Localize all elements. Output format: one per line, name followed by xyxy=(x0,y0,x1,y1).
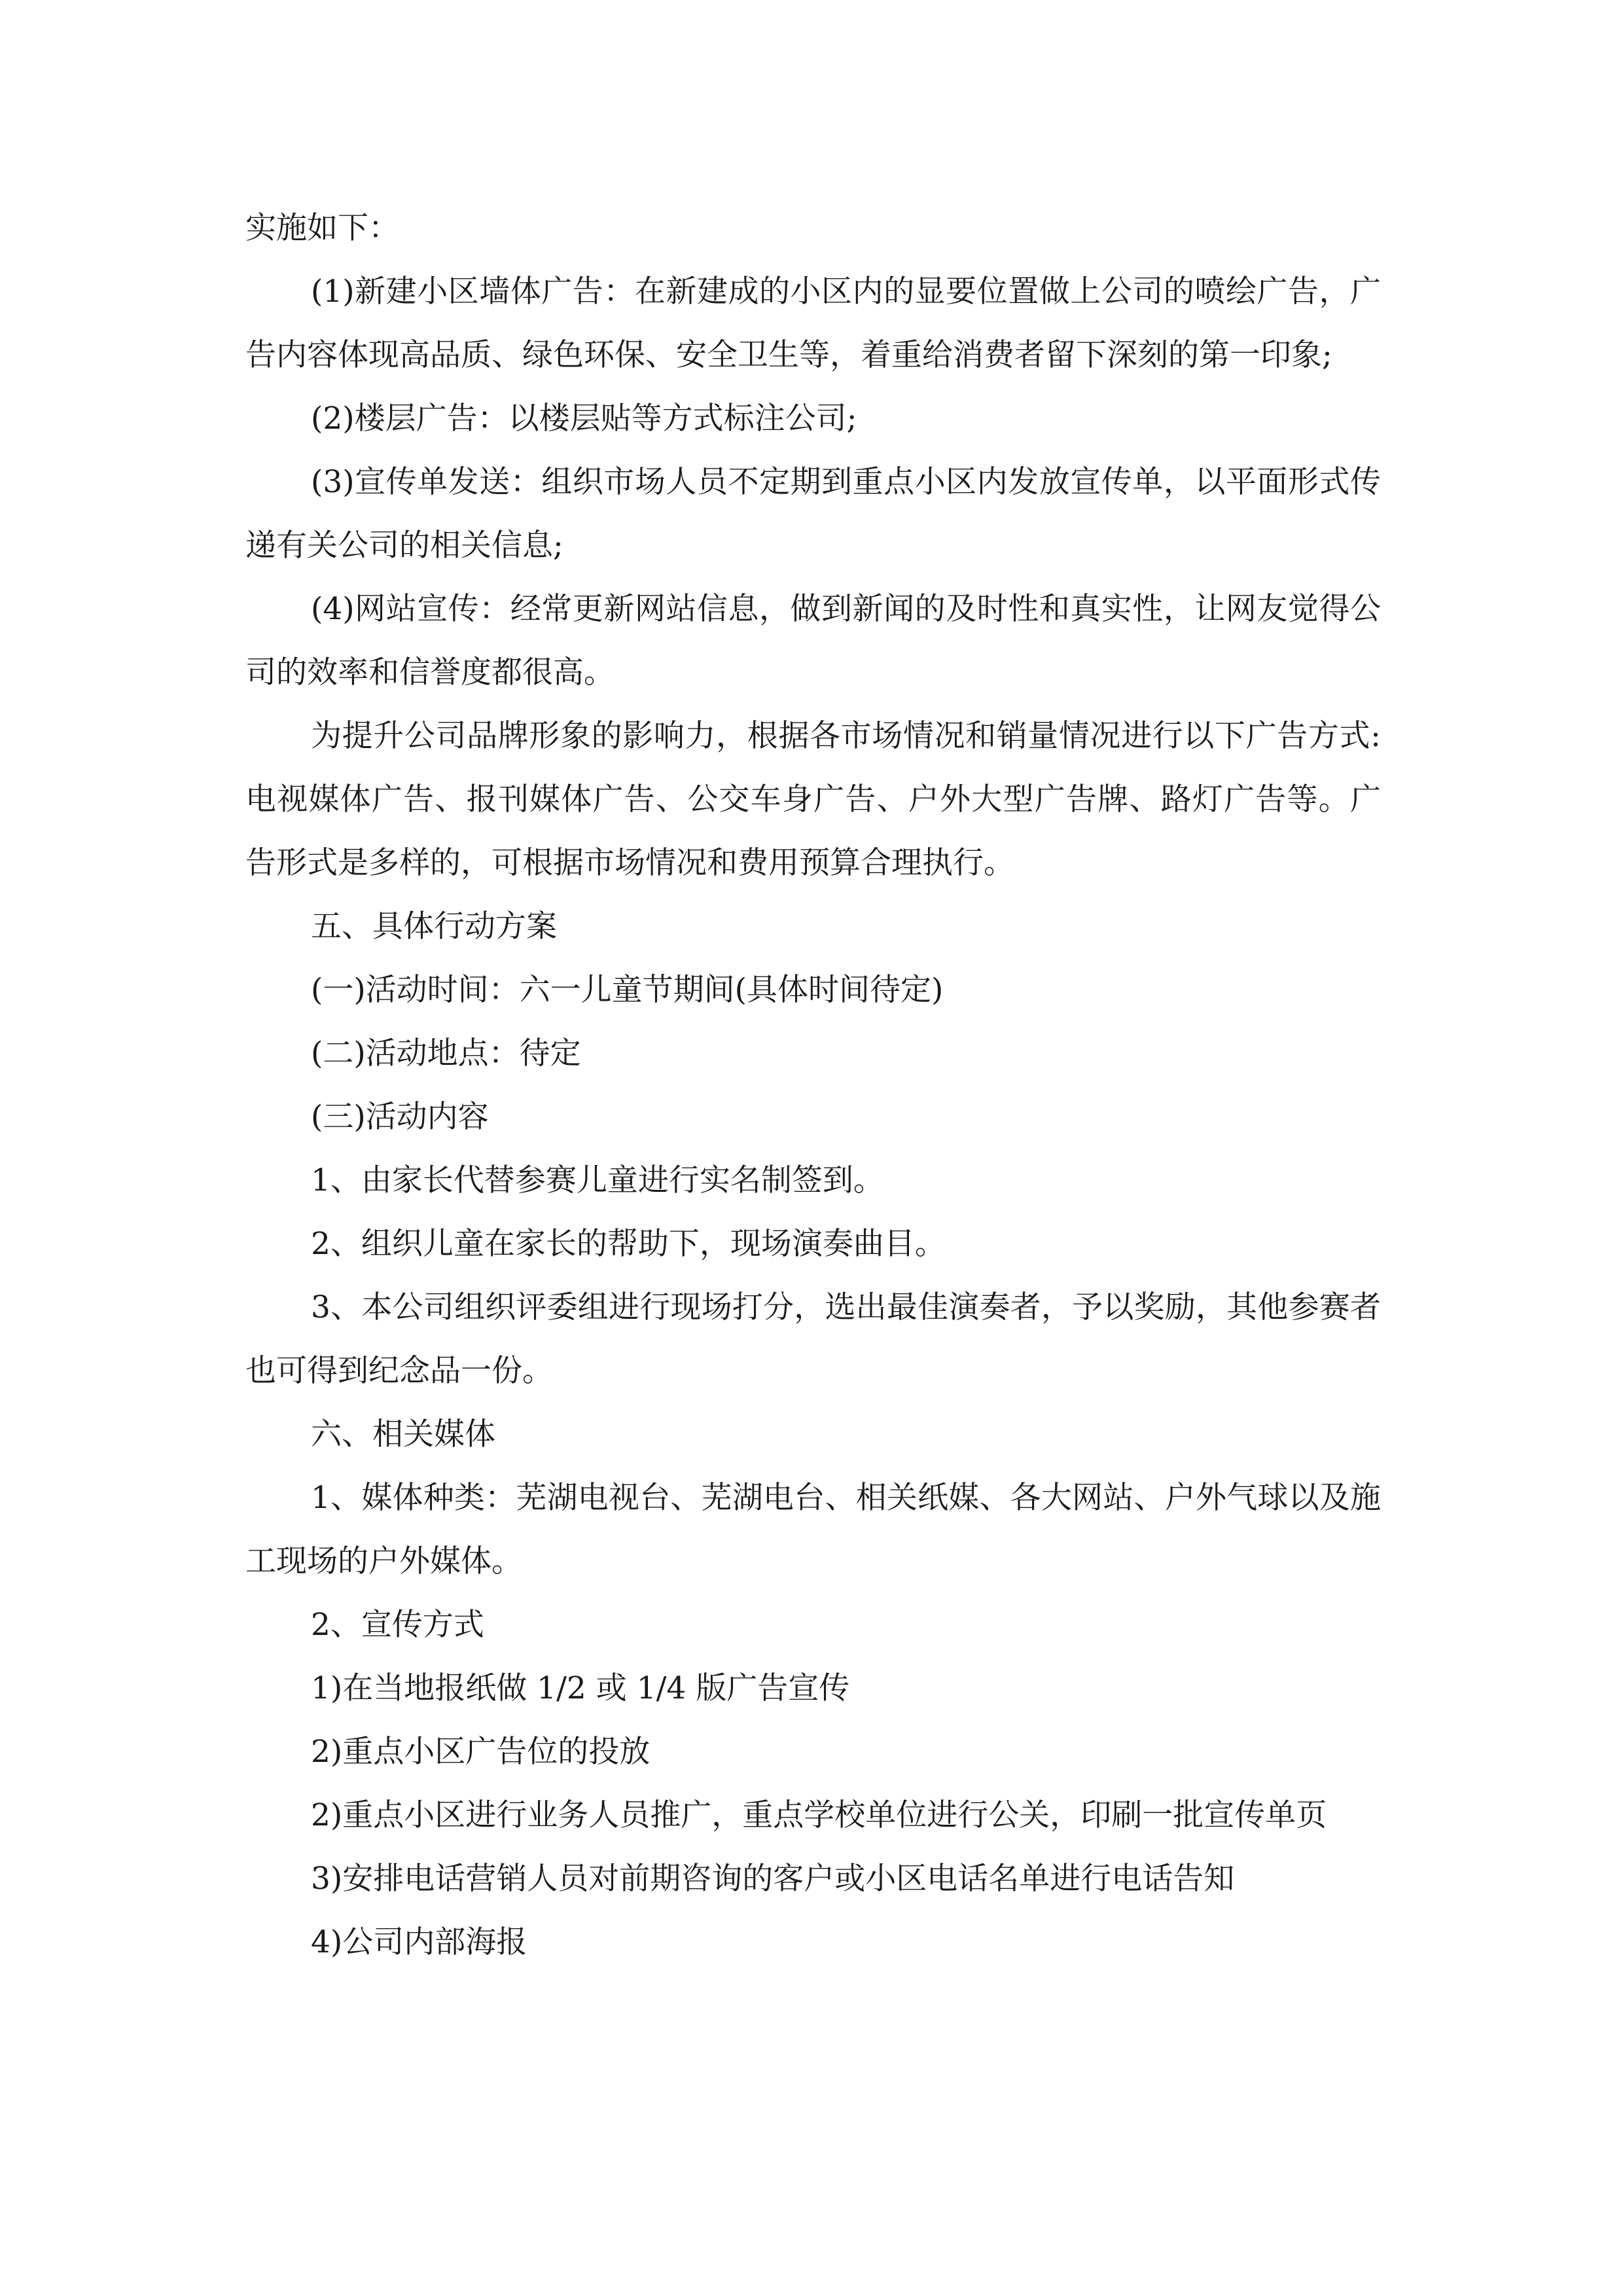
paragraph-floor-ads: (2)楼层广告：以楼层贴等方式标注公司; xyxy=(311,401,857,437)
paragraph-event-location: (二)活动地点：待定 xyxy=(311,1035,581,1071)
list-item-signin: 1、由家长代替参赛儿童进行实名制签到。 xyxy=(311,1162,884,1198)
list-item-performance: 2、组织儿童在家长的帮助下，现场演奏曲目。 xyxy=(311,1226,946,1262)
sub-item-community-ads: 2)重点小区广告位的投放 xyxy=(311,1734,651,1770)
sub-item-newspaper: 1)在当地报纸做 1/2 或 1/4 版广告宣传 xyxy=(311,1670,850,1706)
paragraph-flyers: (3)宣传单发送：组织市场人员不定期到重点小区内发放宣传单，以平面形式传递有关公司的相关信息; xyxy=(245,464,1381,564)
section-heading-media: 六、相关媒体 xyxy=(311,1416,495,1452)
section-heading-action-plan: 五、具体行动方案 xyxy=(311,908,557,944)
list-item-judging: 3、本公司组织评委组进行现场打分，选出最佳演奏者，予以奖励，其他参赛者也可得到纪念品一份。 xyxy=(245,1289,1381,1389)
paragraph-intro: 实施如下： xyxy=(245,210,399,246)
sub-item-promotion-staff: 2)重点小区进行业务人员推广，重点学校单位进行公关，印刷一批宣传单页 xyxy=(311,1797,1327,1833)
paragraph-wall-ads: (1)新建小区墙体广告：在新建成的小区内的显要位置做上公司的喷绘广告，广告内容体现高品质、绿色环保、安全卫生等，着重给消费者留下深刻的第一印象; xyxy=(245,274,1381,373)
paragraph-event-content: (三)活动内容 xyxy=(311,1099,489,1135)
list-item-promotion-methods: 2、宣传方式 xyxy=(311,1607,484,1643)
paragraph-website: (4)网站宣传：经常更新网站信息，做到新闻的及时性和真实性，让网友觉得公司的效率和信誉度都很高。 xyxy=(245,591,1381,691)
document-body xyxy=(245,196,1381,1974)
paragraph-event-time: (一)活动时间：六一儿童节期间(具体时间待定) xyxy=(311,972,944,1008)
paragraph-brand-ads: 为提升公司品牌形象的影响力，根据各市场情况和销量情况进行以下广告方式: 电视媒体广告、报刊媒体广告、公交车身广告、户外大型广告牌、路灯广告等。广告形式是多样的，可根据市场情况和费用预算合理执行。 xyxy=(245,718,1381,881)
sub-item-telemarketing: 3)安排电话营销人员对前期咨询的客户或小区电话名单进行电话告知 xyxy=(311,1861,1235,1897)
list-item-media-types: 1、媒体种类：芜湖电视台、芜湖电台、相关纸媒、各大网站、户外气球以及施工现场的户外媒体。 xyxy=(245,1480,1381,1579)
sub-item-internal-posters: 4)公司内部海报 xyxy=(311,1924,527,1960)
